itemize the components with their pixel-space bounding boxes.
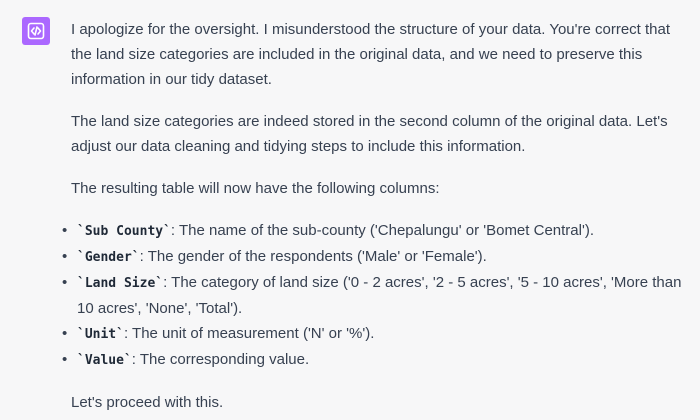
column-desc: : The unit of measurement ('N' or '%'). [123,325,375,342]
column-code: `Gender` [77,250,140,265]
column-desc: : The name of the sub-county ('Chepalungu' or 'Bomet Central'). [170,222,594,239]
bullet: • [62,222,68,239]
message-paragraph-4: Let's proceed with this. [71,394,224,411]
column-code: `Land Size` [77,276,164,291]
list-item [62,347,683,373]
bullet: • [62,274,68,291]
list-item [62,218,683,244]
message-paragraph-2: The land size categories are indeed stored in the second column of the original data. Let's adjust our data cleaning and tidying steps to include this information. [71,113,668,155]
column-code: `Value` [77,353,132,368]
bullet: • [62,351,68,368]
message-paragraph-3: The resulting table will now have the following columns: [71,180,440,197]
assistant-avatar [22,17,50,45]
message-paragraph-1: I apologize for the oversight. I misunderstood the structure of your data. You're correct that the land size categories are included in the original data, and we need to preserve this information in our tidy dataset. [71,21,671,88]
columns-list [62,218,683,373]
column-desc: : The gender of the respondents ('Male' or 'Female'). [139,248,487,265]
column-desc: : The corresponding value. [131,351,310,368]
bullet: • [62,248,68,265]
bullet: • [62,325,68,342]
column-desc: : The category of land size ('0 - 2 acres', '2 - 5 acres', '5 - 10 acres', 'More than 10 acres', 'None', 'Total'). [77,274,682,317]
assistant-message [62,17,683,420]
column-code: `Sub County` [77,224,171,239]
column-code: `Unit` [77,327,124,342]
list-item [62,244,683,270]
list-item [62,270,683,321]
list-item [62,321,683,347]
code-icon [27,22,45,40]
